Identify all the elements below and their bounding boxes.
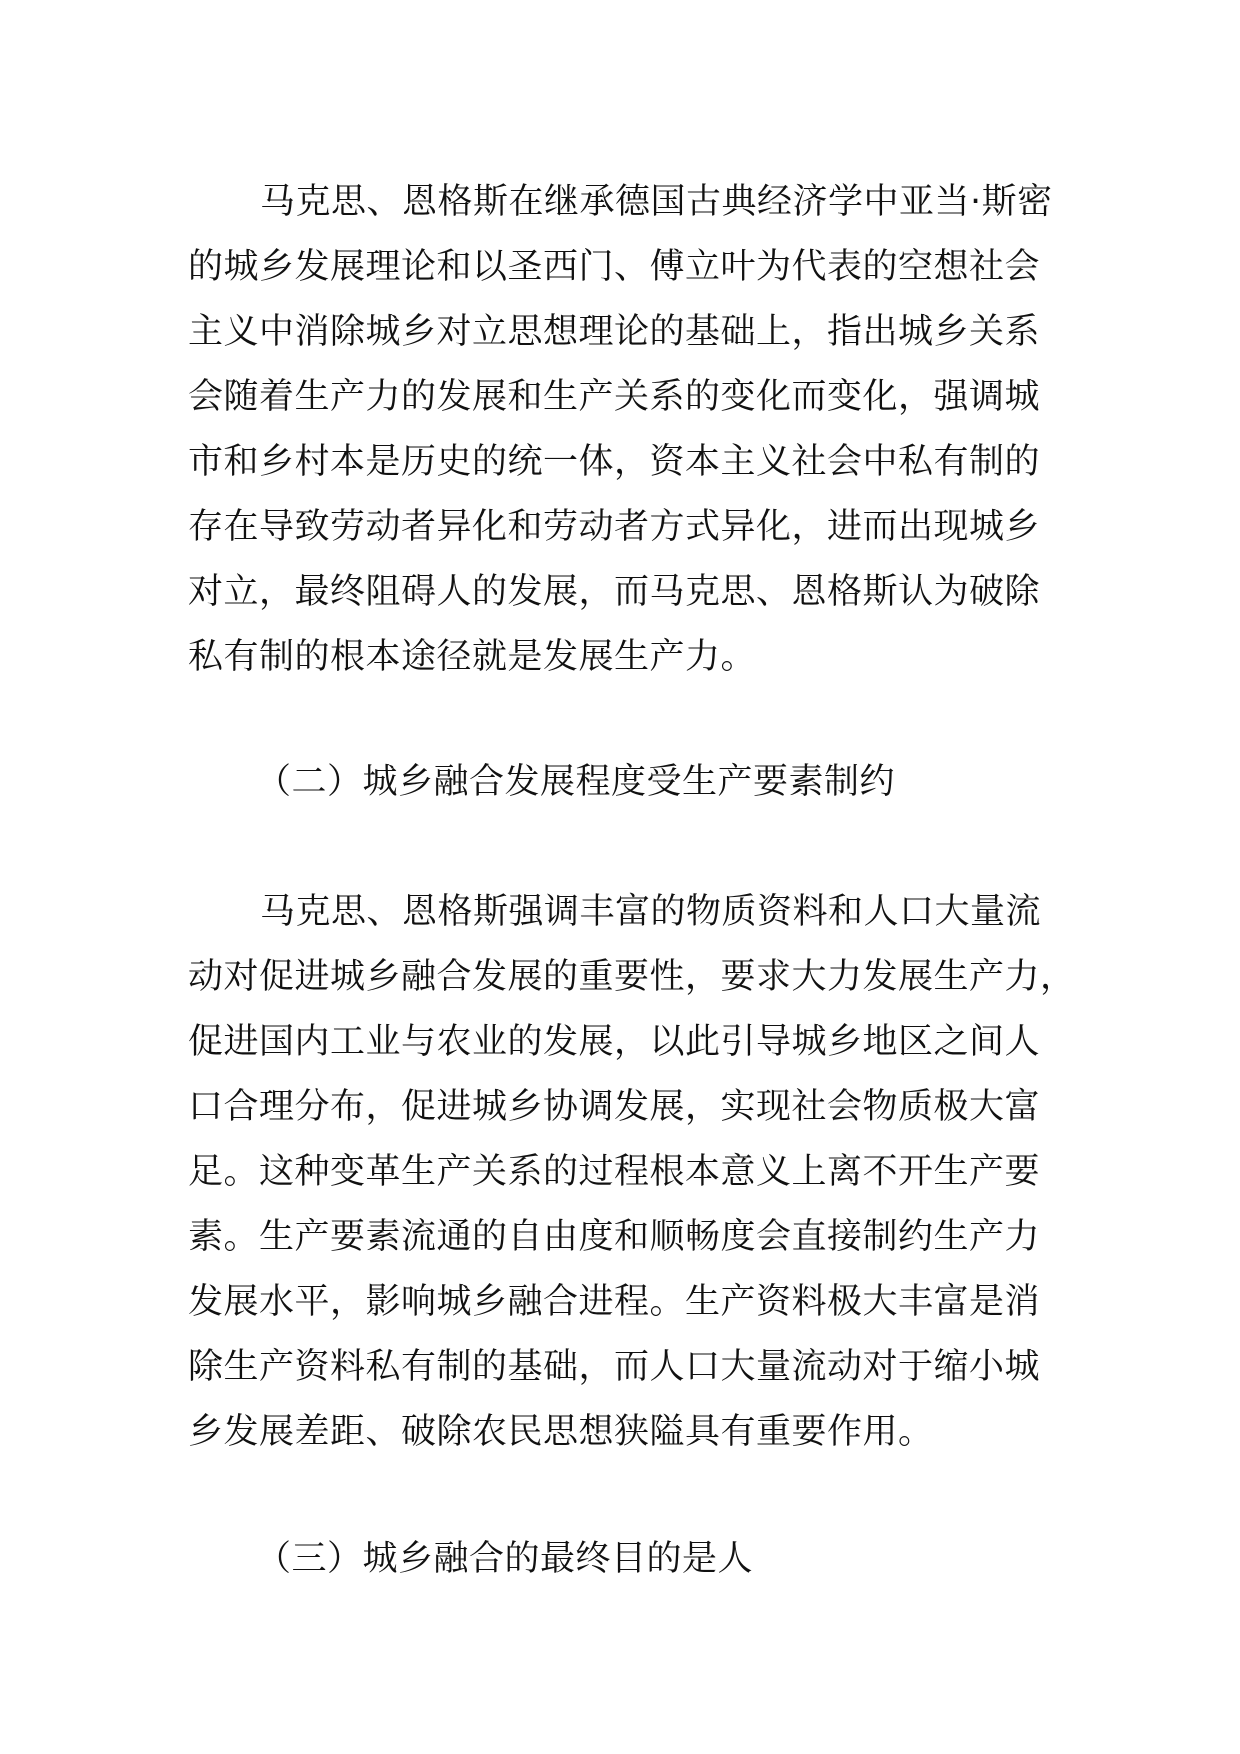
paragraph-line: 马克思、恩格斯在继承德国古典经济学中亚当·斯密 bbox=[260, 182, 1053, 222]
paragraph-line: 发展水平，影响城乡融合进程。生产资料极大丰富是消 bbox=[188, 1282, 1041, 1322]
paragraph-line: 马克思、恩格斯强调丰富的物质资料和人口大量流 bbox=[260, 892, 1042, 932]
paragraph-2 bbox=[188, 880, 1088, 1465]
section-heading-2 bbox=[188, 750, 1088, 815]
paragraph-line: 会随着生产力的发展和生产关系的变化而变化，强调城 bbox=[188, 377, 1041, 417]
paragraph-line: 市和乡村本是历史的统一体，资本主义社会中私有制的 bbox=[188, 442, 1041, 482]
paragraph-line: 口合理分布，促进城乡协调发展，实现社会物质极大富 bbox=[188, 1087, 1041, 1127]
paragraph-line: 存在导致劳动者异化和劳动者方式异化，进而出现城乡 bbox=[188, 507, 1041, 547]
paragraph-line: 私有制的根本途径就是发展生产力。 bbox=[188, 637, 757, 677]
paragraph-line: 动对促进城乡融合发展的重要性，要求大力发展生产力， bbox=[188, 957, 1076, 997]
paragraph-line: 主义中消除城乡对立思想理论的基础上，指出城乡关系 bbox=[188, 312, 1041, 352]
paragraph-line: 对立，最终阻碍人的发展，而马克思、恩格斯认为破除 bbox=[188, 572, 1041, 612]
paragraph-line: 除生产资料私有制的基础，而人口大量流动对于缩小城 bbox=[188, 1347, 1041, 1387]
paragraph-line: 素。生产要素流通的自由度和顺畅度会直接制约生产力 bbox=[188, 1217, 1041, 1257]
paragraph-line: 足。这种变革生产关系的过程根本意义上离不开生产要 bbox=[188, 1152, 1041, 1192]
section-heading-3 bbox=[188, 1527, 1088, 1592]
heading-text: （二）城乡融合发展程度受生产要素制约 bbox=[256, 762, 896, 802]
paragraph-1 bbox=[188, 170, 1088, 690]
heading-text: （三）城乡融合的最终目的是人 bbox=[256, 1539, 754, 1579]
paragraph-line: 乡发展差距、破除农民思想狭隘具有重要作用。 bbox=[188, 1412, 934, 1452]
paragraph-line: 的城乡发展理论和以圣西门、傅立叶为代表的空想社会 bbox=[188, 247, 1041, 287]
paragraph-line: 促进国内工业与农业的发展，以此引导城乡地区之间人 bbox=[188, 1022, 1041, 1062]
